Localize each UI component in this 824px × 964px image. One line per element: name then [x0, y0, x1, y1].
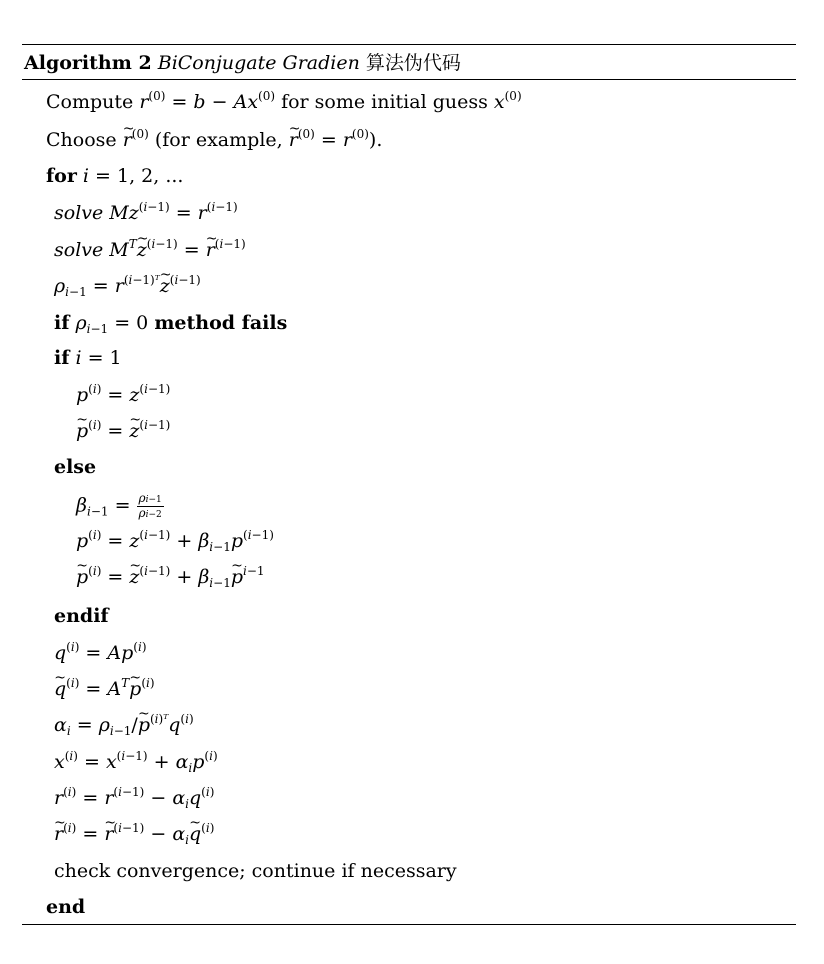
- caption-suffix: 算法伪代码: [365, 52, 461, 74]
- line-p-init: $p^{(i)} = z^{(i-1)}$: [76, 382, 171, 406]
- caption-title: BiConjugate Gradien: [157, 52, 360, 74]
- line-rtilde-update: ~ $r^{(i)}$ = ~ $r^{(i-1)}$ − $\alpha_i\sim$ $q^{(i)}$: [54, 823, 214, 845]
- line-rho: $\rho_{i-1}$ = $r^{(i-1)ᵀ}\sim$ $z^{(i-1)}$: [54, 275, 201, 297]
- line-q: $q^{(i)} = Ap^{(i)}$: [54, 640, 147, 664]
- line-x-update: $x^{(i)} = x^{(i-1)} + \alpha_ip^{(i)}$: [54, 749, 218, 775]
- line-beta: $\beta_{i-1}$ = $\frac{\rho i-1}{\rho i-2}$: [76, 491, 162, 520]
- line-qtilde: ~ $q^{(i)}$ = $A^T\sim$ $p^{(i)}$: [54, 678, 155, 700]
- line-alpha: $\alpha_i$ = $\rho_{i-1}/\sim$ $p^{(i)ᵀ}q^{(i)}$: [54, 714, 194, 736]
- line-p-update: $p^{(i)} = z^{(i-1)} + \beta_{i-1}p^{(i-1)}$: [76, 528, 274, 554]
- algorithm-caption: [24, 52, 461, 74]
- top-rule: [22, 44, 796, 45]
- caption-label: Algorithm 2: [24, 52, 152, 74]
- bottom-rule: [22, 924, 796, 925]
- line-solve-ztilde: solve $M^T\sim$ $z^{(i-1)}$ = ~ $r^{(i-1)}$: [54, 239, 246, 261]
- line-check-convergence: check convergence; continue if necessary: [54, 860, 457, 882]
- line-if-breakdown: if $\rho_{i-1} = 0$ method fails: [54, 312, 288, 336]
- line-choose-shadow: Choose ~ $r^{(0)}$ (for example, ~ $r^{(0)} = r^{(0)}$).: [46, 129, 382, 151]
- caption-rule: [22, 79, 796, 80]
- line-solve-z: solve $Mz^{(i-1)} = r^{(i-1)}$: [54, 200, 238, 224]
- line-for-loop: for i = 1, 2, ...: [46, 165, 184, 187]
- line-else: else: [54, 456, 97, 478]
- line-compute-residual: Compute $r^{(0)} = b - Ax^{(0)}$ for some initial guess $x^{(0)}$: [46, 89, 522, 113]
- line-endif: endif: [54, 605, 109, 627]
- line-if-first: if i = 1: [54, 347, 122, 369]
- line-end: end: [46, 896, 86, 918]
- line-r-update: $r^{(i)} = r^{(i-1)} - \alpha_iq^{(i)}$: [54, 785, 215, 811]
- line-ptilde-init: ~ $p^{(i)}$ = ~ $z^{(i-1)}$: [76, 420, 170, 442]
- line-ptilde-update: ~ $p^{(i)}$ = ~ $z^{(i-1)}$ + $\beta_{i-1}\sim$ $p^{i-1}$: [76, 566, 265, 588]
